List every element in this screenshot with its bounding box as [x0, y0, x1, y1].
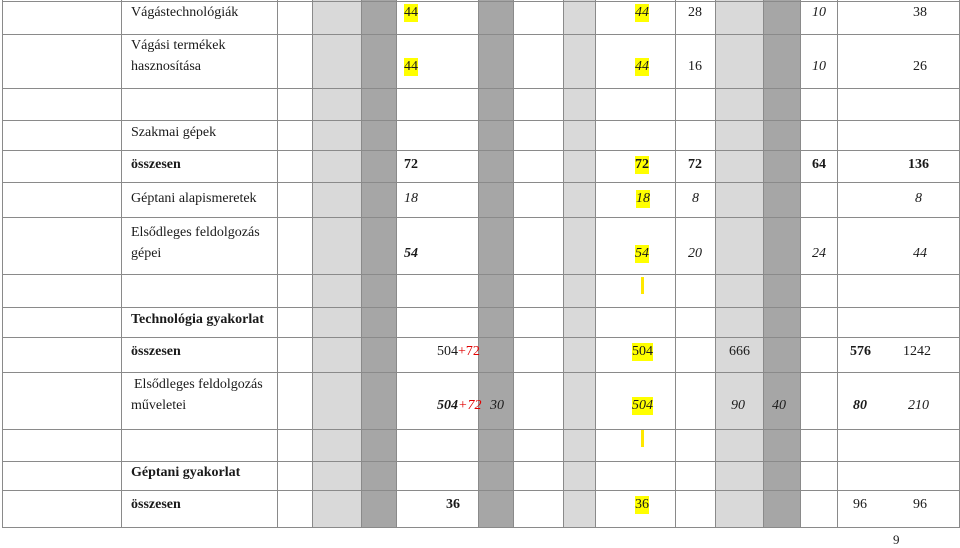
value-cell: 72	[404, 157, 418, 172]
row-line	[2, 490, 959, 491]
shade-band	[715, 0, 763, 528]
row-line	[2, 337, 959, 338]
value-cell: 24	[812, 246, 826, 261]
value-cell: 40	[772, 398, 786, 413]
section-heading-geptani-gyak: Géptani gyakorlat	[131, 465, 241, 480]
value-cell: 504	[632, 344, 653, 359]
value-cell: 576	[850, 344, 871, 359]
grid-line	[2, 0, 3, 528]
value-cell	[437, 343, 480, 361]
row-label-geptani-alap: Géptani alapismeretek	[131, 191, 257, 206]
value-cell: 666	[729, 344, 750, 359]
value-base: 504	[437, 398, 458, 413]
value-cell: 1242	[903, 344, 931, 359]
shade-band	[312, 0, 361, 528]
highlight-mark	[641, 277, 644, 294]
row-line	[2, 88, 959, 89]
row-label-osszesen: összesen	[131, 497, 181, 512]
grid-line	[478, 0, 479, 528]
row-label-elsodleges-gepei-2: gépei	[131, 246, 162, 261]
value-cell: 20	[688, 246, 702, 261]
value-cell: 30	[490, 398, 504, 413]
row-line	[2, 429, 959, 430]
value-cell: 18	[404, 191, 418, 206]
row-label-elsodleges-muv-1: Elsődleges feldolgozás	[134, 377, 263, 392]
value-cell: 44	[913, 246, 927, 261]
row-label-vagasi-2: hasznosítása	[131, 59, 201, 74]
section-heading-technologia: Technológia gyakorlat	[131, 312, 264, 327]
value-cell: 90	[731, 398, 745, 413]
value-cell: 72	[688, 157, 702, 172]
grid-line	[595, 0, 596, 528]
row-label-elsodleges-muv-2: műveletei	[131, 398, 187, 413]
grid-line	[800, 0, 801, 528]
value-cell: 210	[908, 398, 929, 413]
value-cell: 44	[404, 5, 418, 20]
value-cell: 36	[446, 497, 460, 512]
value-cell: 26	[913, 59, 927, 74]
value-extra: +72	[458, 398, 482, 413]
row-line	[2, 372, 959, 373]
row-line	[2, 150, 959, 151]
row-label-elsodleges-gepei-1: Elsődleges feldolgozás	[131, 225, 260, 240]
grid-line	[121, 0, 122, 528]
section-heading-szakmai: Szakmai gépek	[131, 125, 217, 140]
shade-band	[763, 0, 800, 528]
row-line	[2, 217, 959, 218]
value-cell: 72	[635, 157, 649, 172]
grid-line	[396, 0, 397, 528]
grid-line	[563, 0, 564, 528]
row-label-osszesen: összesen	[131, 344, 181, 359]
shade-band	[563, 0, 595, 528]
value-cell: 28	[688, 5, 702, 20]
value-cell: 18	[636, 191, 650, 206]
value-cell: 54	[404, 246, 418, 261]
value-cell: 96	[853, 497, 867, 512]
value-cell: 44	[635, 5, 649, 20]
row-label-vagasi-1: Vágási termékek	[131, 38, 226, 53]
value-cell: 504	[632, 398, 653, 413]
value-cell: 80	[853, 398, 867, 413]
shade-band	[361, 0, 396, 528]
row-line	[2, 307, 959, 308]
value-cell: 136	[908, 157, 929, 172]
row-line	[2, 120, 959, 121]
grid-line	[513, 0, 514, 528]
value-cell: 44	[404, 59, 418, 74]
value-cell: 64	[812, 157, 826, 172]
row-label-vagastech: Vágástechnológiák	[131, 5, 239, 20]
grid-line	[277, 0, 278, 528]
grid-line	[675, 0, 676, 528]
grid-line	[763, 0, 764, 528]
value-cell: 38	[913, 5, 927, 20]
value-cell: 54	[635, 246, 649, 261]
grid-line	[312, 0, 313, 528]
row-line	[2, 274, 959, 275]
value-cell	[437, 397, 481, 415]
value-cell: 8	[692, 191, 699, 206]
grid-line	[715, 0, 716, 528]
page-number: 9	[893, 532, 900, 547]
value-cell: 36	[635, 497, 649, 512]
value-cell: 44	[635, 59, 649, 74]
grid-line	[837, 0, 838, 528]
grid-line	[361, 0, 362, 528]
shade-band	[478, 0, 513, 528]
row-label-osszesen: összesen	[131, 157, 181, 172]
value-base: 504	[437, 344, 458, 359]
value-cell: 16	[688, 59, 702, 74]
value-cell: 10	[812, 5, 826, 20]
value-cell: 10	[812, 59, 826, 74]
row-line	[2, 527, 959, 528]
highlight-mark	[641, 430, 644, 447]
row-line	[2, 182, 959, 183]
value-cell: 8	[915, 191, 922, 206]
value-extra: +72	[458, 344, 480, 359]
value-cell: 96	[913, 497, 927, 512]
